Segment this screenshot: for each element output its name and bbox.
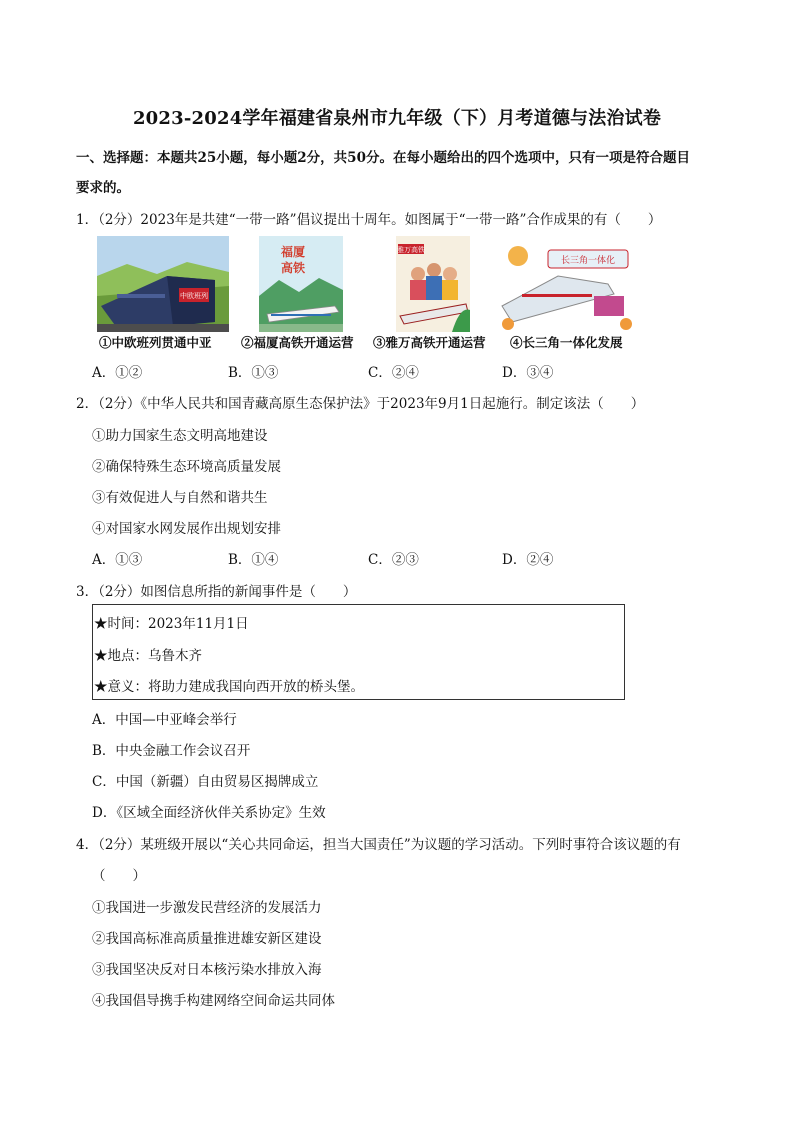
q2-item-3: ③有效促进人与自然和谐共生 [92,490,268,506]
page-title: 2023-2024学年福建省泉州市九年级（下）月考道德与法治试卷 [132,108,662,129]
q1-image-train [97,236,229,332]
q1-image-caption-3: ③雅万高铁开通运营 [373,335,486,350]
q1-image-yangtze-delta [498,236,638,332]
q4-item-1: ①我国进一步激发民营经济的发展活力 [92,900,322,916]
section-instruction-line2: 要求的。 [76,180,130,196]
q3-option-d: D．《区域全面经济伙伴关系协定》生效 [92,805,326,821]
q1-image-fuxia-rail [259,236,343,332]
q2-option-b: B．①④ [228,552,279,568]
q4-item-3: ③我国坚决反对日本核污染水排放入海 [92,962,322,978]
q3-box-place: ★地点：乌鲁木齐 [94,648,202,664]
q2-item-4: ④对国家水网发展作出规划安排 [92,521,281,537]
q3-box-time: ★时间：2023年11月1日 [94,616,249,632]
svg-text:雅万高铁: 雅万高铁 [397,246,425,254]
section-instruction-line1: 一、选择题：本题共25小题，每小题2分，共50分。在每小题给出的四个选项中，只有一项是符合题目 [76,150,690,166]
q4-item-4: ④我国倡导携手构建网络空间命运共同体 [92,993,335,1009]
q4-stem: 4．（2分）某班级开展以“关心共同命运，担当大国责任”为议题的学习活动。下列时事符合该议题的有 [76,837,681,853]
q2-item-2: ②确保特殊生态环境高质量发展 [92,459,281,475]
q1-image-caption-1: ①中欧班列贯通中亚 [99,335,212,350]
train-sign-text: 中欧班列 [180,292,208,300]
q1-image-caption-2: ②福厦高铁开通运营 [241,335,354,350]
q1-stem: 1．（2分）2023年是共建“一带一路”倡议提出十周年。如图属于“一带一路”合作成果的有（ ） [76,212,662,228]
q4-item-2: ②我国高标准高质量推进雄安新区建设 [92,931,322,947]
q1-option-a: A．①② [92,365,143,381]
q4-answer-paren: （ ） [92,868,146,884]
svg-text:长三角一体化: 长三角一体化 [560,256,616,266]
q3-option-b: B．中央金融工作会议召开 [92,743,251,759]
q1-image-caption-4: ④长三角一体化发展 [510,335,623,350]
q3-option-a: A．中国—中亚峰会举行 [92,712,237,728]
q2-item-1: ①助力国家生态文明高地建设 [92,428,268,444]
q2-option-d: D．②④ [502,552,554,568]
q3-option-c: C．中国（新疆）自由贸易区揭牌成立 [92,774,319,790]
q2-option-c: C．②③ [368,552,419,568]
q1-option-b: B．①③ [228,365,279,381]
poster-word-2: 高铁 [281,261,306,275]
q2-stem: 2．（2分）《中华人民共和国青藏高原生态保护法》于2023年9月1日起施行。制定该法（ ） [76,396,645,412]
poster-word-1: 福厦 [281,245,306,259]
q1-option-c: C．②④ [368,365,419,381]
q1-image-yawan-rail [396,236,470,332]
q3-box-meaning: ★意义：将助力建成我国向西开放的桥头堡。 [94,679,364,695]
q3-stem: 3．（2分）如图信息所指的新闻事件是（ ） [76,584,357,600]
q1-option-d: D．③④ [502,365,554,381]
q2-option-a: A．①③ [92,552,143,568]
